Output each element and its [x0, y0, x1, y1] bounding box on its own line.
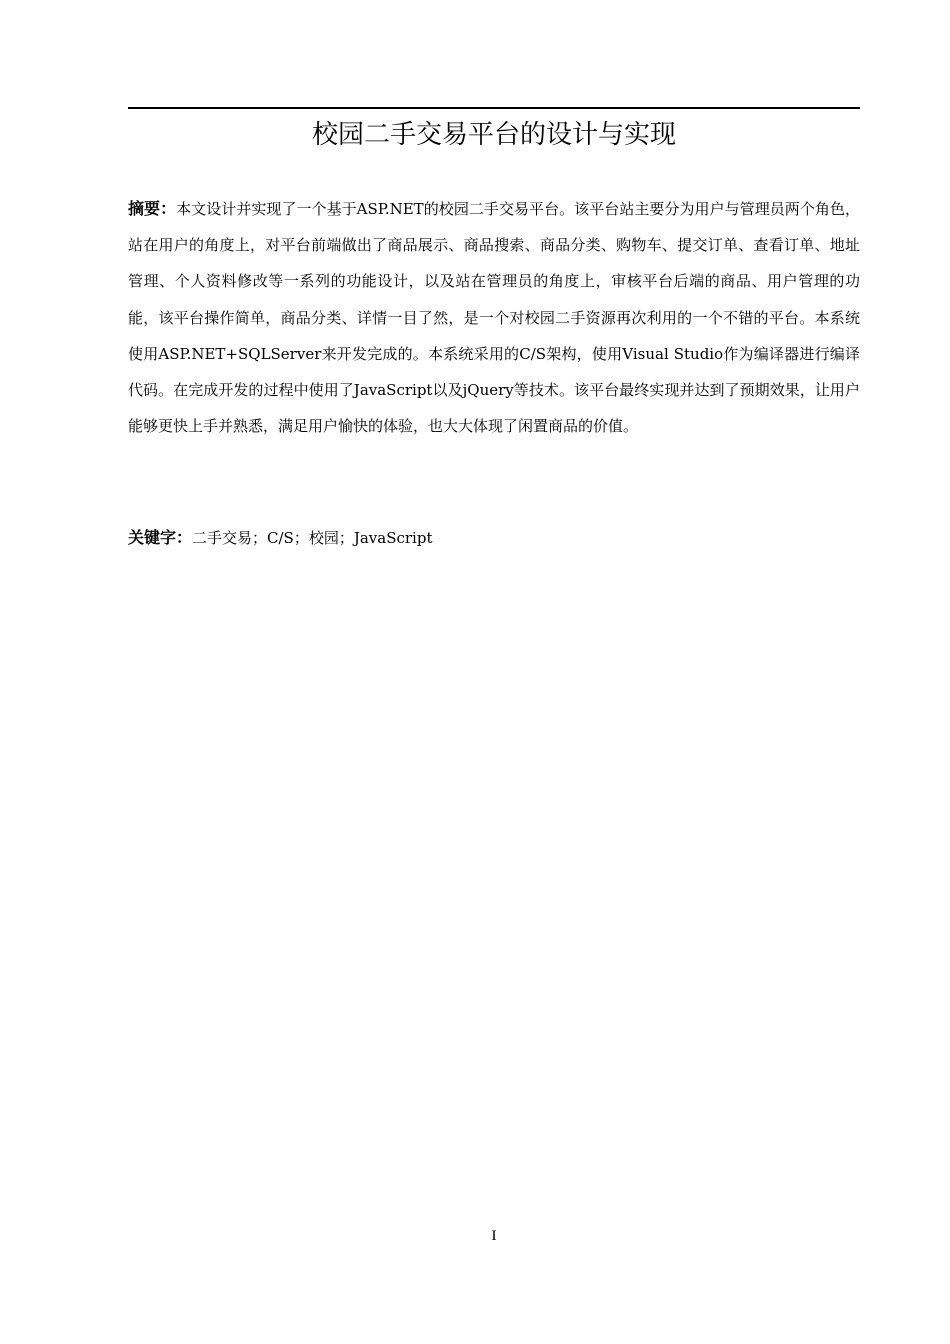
keywords-text: 二手交易；C/S；校园；JavaScript — [192, 529, 433, 547]
abstract-paragraph — [128, 191, 860, 444]
page-number: I — [491, 1228, 497, 1244]
keywords-paragraph — [128, 520, 860, 556]
header-rule — [128, 107, 860, 109]
keywords-label: 关键字： — [128, 528, 193, 547]
abstract-label: 摘要： — [128, 199, 177, 218]
abstract-text: 本文设计并实现了一个基于ASP.NET的校园二手交易平台。该平台站主要分为用户与管理员两个角色，站在用户的角度上，对平台前端做出了商品展示、商品搜索、商品分类、购物车、提交订单、查看订单、地址管理、个人资料修改等一系列的功能设计，以及站在管理员的角度上，审核平台后端的商品、用户管理的功能，该平台操作简单，商品分类、详情一目了然，是一个对校园二手资源再次利用的一个不错的平台。本系统使用ASP.NET+SQLServer来开发完成的。本系统采用的C/S架构，使用Visual Studio作为编译器进行编译代码。在完成开发的过程中使用了JavaScript以及jQuery等技术。该平台最终实现并达到了预期效果，让用户能够更快上手并熟悉，满足用户愉快的体验，也大大体现了闲置商品的价值。 — [128, 200, 860, 436]
document-title: 校园二手交易平台的设计与实现 — [311, 120, 676, 150]
